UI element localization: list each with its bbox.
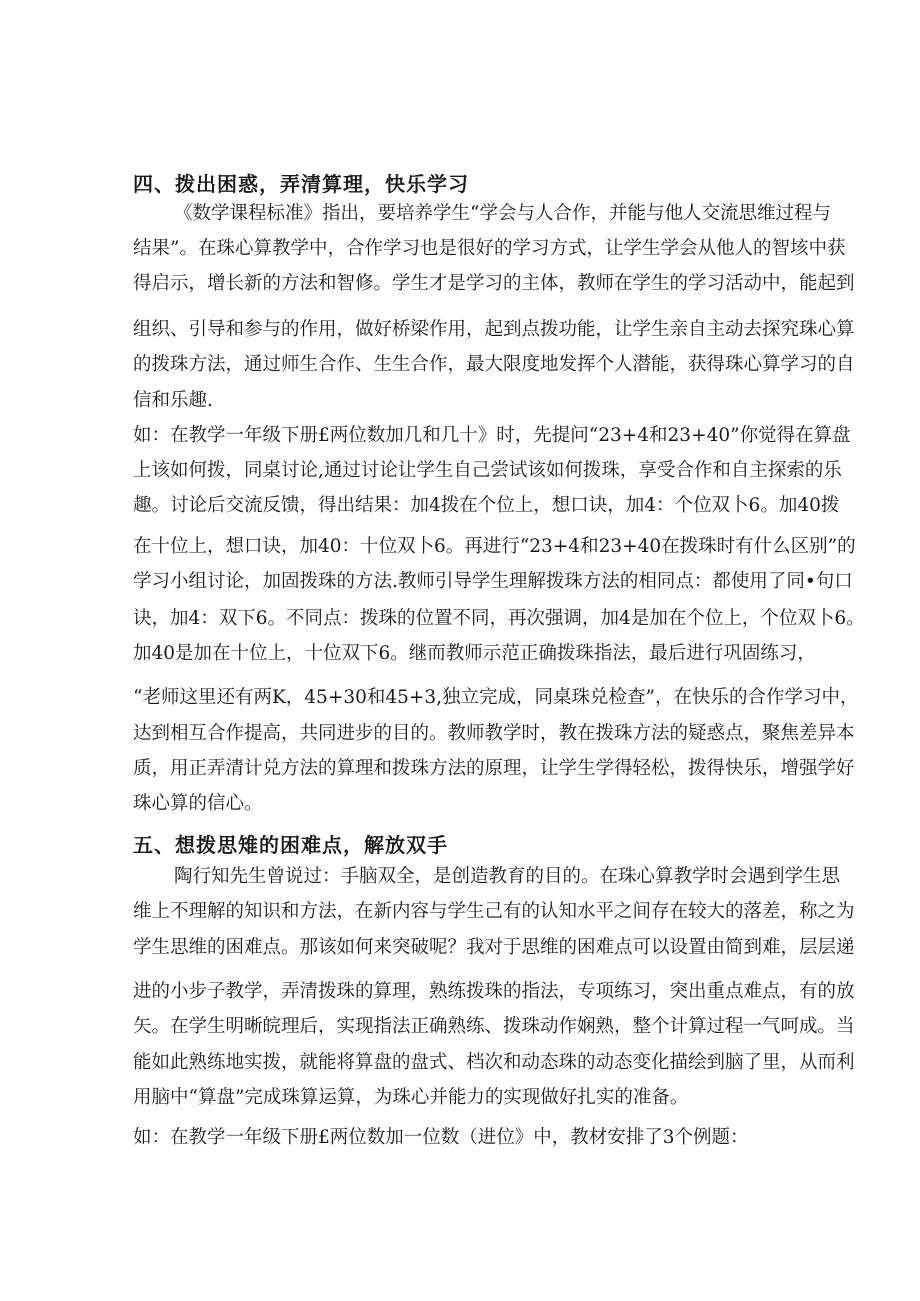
section-4-paragraph-2-line: 学习小组讨论，加固拨珠的方法.教师引导学生理解拨珠方法的相同点：都使用了同•句口 bbox=[133, 571, 853, 592]
section-4-paragraph-2-line: 上该如何拨，同桌讨论,通过讨论让学生自己尝试该如何拨珠，享受合作和自主探索的乐 bbox=[133, 460, 842, 481]
section-4-paragraph-2-line: 达到相互合作提高，共同进步的目的。教师教学时，教在拨珠方法的疑惑点，聚焦差异本 bbox=[133, 723, 855, 744]
section-4-paragraph-2-line: 加40是加在十位上，十位双下6。继而教师示范正确拨珠指法，最后进行巩固练习， bbox=[133, 643, 816, 664]
section-4-paragraph-2-line: 在十位上，想口诀，加40：十位双卜6。再进行“23+4和23+40在拨珠时有什么区别”的 bbox=[133, 536, 856, 557]
section-4-paragraph-1-line: 组织、引导和参与的作用，做好桥梁作用，起到点拨功能，让学生亲自主动去探究珠心算 bbox=[133, 319, 855, 340]
section-4-paragraph-2-line: 珠心算的信心。 bbox=[133, 793, 263, 814]
section-5-paragraph-2-line: 如：在教学一年级下册£两位数加一位数（进位》中，教材安排了3个例题： bbox=[133, 1127, 749, 1148]
section-4-paragraph-2-line: “老师这里还有两K，45+30和45+3,独立完成，同桌珠兑检查”，在快乐的合作学习中， bbox=[133, 687, 859, 708]
section-4-paragraph-1-line: 的拨珠方法，通过师生合作、生生合作，最大限度地发挥个人潜能，获得珠心算学习的自 bbox=[133, 354, 855, 375]
section-5-paragraph-1-line: 学生思维的困难点。那该如何来突破呢？我对于思维的困难点可以设置由简到难，层层递 bbox=[133, 937, 855, 958]
section-4-paragraph-2-line: 诀，加4：双下6。不同点：拨珠的位置不同，再次强调，加4是加在个位上，个位双卜6。 bbox=[133, 608, 865, 629]
section-5-paragraph-1-line: 进的小步子教学，弄清拨珠的算理，熟练拨珠的指法，专项练习，突出重点难点，有的放 bbox=[133, 981, 855, 1002]
section-5-paragraph-1-line: 陶行知先生曾说过：手脑双全，是创造教育的目的。在珠心算教学时会遇到学生思 bbox=[174, 866, 841, 887]
section-5-paragraph-1-line: 用脑中“算盘”完成珠算运算，为珠心并能力的实现做好扎实的准备。 bbox=[133, 1087, 689, 1108]
section-4-heading: 四、拨出困惑，弄清算理，快乐学习 bbox=[133, 172, 469, 196]
section-5-paragraph-1-line: 维上不理解的知识和方法，在新内容与学生己有的认知水平之间存在较大的落差，称之为 bbox=[133, 901, 855, 922]
section-5-paragraph-1-line: 矢。在学生明晰皖理后，实现指法正确熟练、拨珠动作娴熟，整个计算过程一气呵成。当 bbox=[133, 1016, 855, 1037]
section-4-paragraph-1-line: 信和乐趣. bbox=[133, 390, 213, 411]
section-5-heading: 五、想拨思雉的困难点，解放双手 bbox=[133, 833, 448, 857]
section-4-paragraph-2-line: 如：在教学一年级下册£两位数加几和几十》时，先提问“23+4和23+40”你觉得在算盘 bbox=[133, 425, 851, 446]
section-4-paragraph-2-line: 趣。讨论后交流反馈，得出结果：加4拨在个位上，想口诀，加4：个位双卜6。加40拨 bbox=[133, 495, 840, 516]
section-5-paragraph-1-line: 能如此熟练地实拨，就能将算盘的盘式、档次和动态珠的动态变化描绘到脑了里，从而利 bbox=[133, 1052, 855, 1073]
section-4-paragraph-1-line: 得启示，增长新的方法和智修。学生才是学习的主体，教师在学生的学习活动中，能起到 bbox=[133, 273, 855, 294]
section-4-paragraph-1-line: 《数学课程标准》指出，要培养学生“学会与人合作，并能与他人交流思维过程与 bbox=[174, 203, 831, 224]
section-4-paragraph-1-line: 结果”。在珠心算教学中，合作学习也是很好的学习方式，让学生学会从他人的智垓中获 bbox=[133, 238, 846, 259]
section-4-paragraph-2-line: 质，用正弄清计兑方法的算理和拨珠方法的原理，让学生学得轻松，拨得快乐，增强学好 bbox=[133, 758, 855, 779]
